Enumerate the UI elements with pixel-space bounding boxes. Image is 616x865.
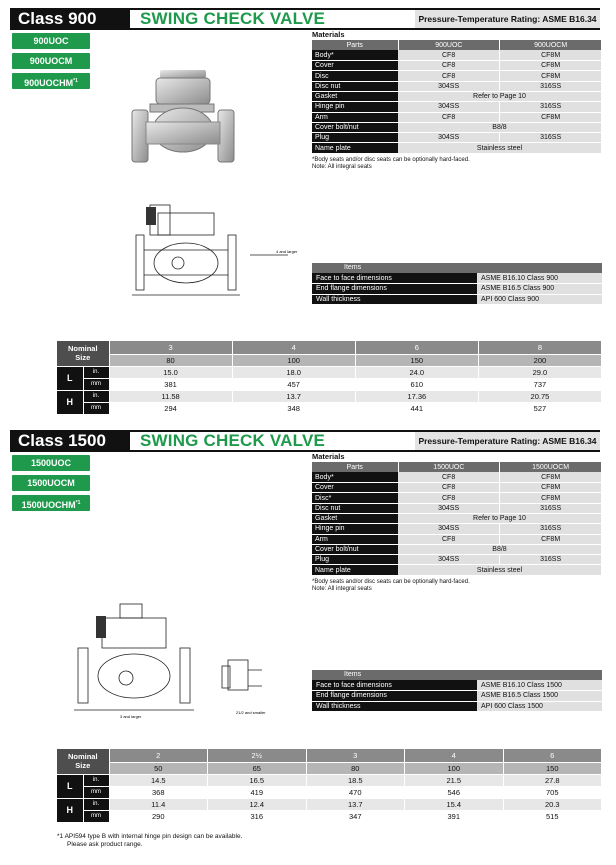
valve-photo-900 [128, 60, 238, 170]
material-row: Hinge pin 304SS 316SS [312, 102, 602, 112]
material-row: Arm CF8 CF8M [312, 112, 602, 122]
materials-note-1500: *Body seats and/or disc seats can be optionally hard-faced. Note: All integral seats [312, 578, 470, 593]
class1500-models [12, 455, 90, 515]
valve-drawing-1500 [70, 600, 290, 720]
col-parts: Parts [312, 40, 398, 50]
material-row: Hinge pin 304SS 316SS [312, 524, 602, 534]
material-row: Cover CF8 CF8M [312, 61, 602, 71]
items-table-900: Face to face dimensions ASME B16.10 Class 900 End flange dimensions ASME B16.5 Class 900 Wall thickness API 600 Class 900 [312, 273, 602, 305]
materials-table-1500 [312, 462, 602, 576]
material-row: Name plate Stainless steel [312, 143, 602, 153]
footnote: *1 API594 type B with internal hinge pin design can be available. Please ask product range. [57, 833, 243, 848]
items-table-1500: Face to face dimensions ASME B16.10 Class 1500 End flange dimensions ASME B16.5 Class 1500 Wall thickness API 600 Class 1500 [312, 680, 602, 712]
class900-header [10, 8, 600, 30]
material-row: Gasket Refer to Page 10 [312, 91, 602, 101]
material-row: Body* CF8 CF8M [312, 50, 602, 60]
class900-models [12, 33, 90, 93]
col-parts-1500: Parts [312, 462, 398, 472]
class1500-header [10, 430, 600, 452]
class1500-items [312, 670, 602, 712]
class900-items [312, 263, 602, 305]
material-row: Plug 304SS 316SS [312, 133, 602, 143]
material-row: Cover CF8 CF8M [312, 483, 602, 493]
material-row: Gasket Refer to Page 10 [312, 513, 602, 523]
col-1500uocm: 1500UOCM [500, 462, 602, 472]
model-900uocm[interactable]: 900UOCM [12, 53, 90, 69]
class1500-label: Class 1500 [10, 432, 130, 450]
items-header-1500: Items [312, 670, 602, 680]
model-1500uocm[interactable]: 1500UOCM [12, 475, 90, 491]
class900-materials [312, 30, 602, 172]
class1500-title: SWING CHECK VALVE [140, 431, 326, 450]
materials-note-900: *Body seats and/or disc seats can be optionally hard-faced. Note: All integral seats [312, 156, 470, 171]
items-header: Items [312, 263, 602, 273]
drawing-label-1500-small: 21/2 and smaller [236, 710, 266, 715]
material-row: Name plate Stainless steel [312, 565, 602, 575]
material-row: Plug 304SS 316SS [312, 555, 602, 565]
class900-rating: Pressure-Temperature Rating: ASME B16.34 [415, 10, 600, 28]
col-900uocm: 900UOCM [500, 40, 602, 50]
drawing-label-1500-large: 3 and larger [120, 714, 142, 719]
material-row: Cover bolt/nut B8/8 [312, 544, 602, 554]
class1500-materials [312, 452, 602, 594]
model-1500uochm[interactable]: 1500UOCHM$^{*1}$ [12, 495, 90, 511]
dimension-table-900: Nominal Size 3 4 6 8 80 100 150 200 L in. 15.0 18.0 24.0 29.0 mm 381 457 610 737 H in. 11.58 13.7 17.36 20.75 mm 294 348 441 527 [57, 341, 602, 415]
class1500-rating: Pressure-Temperature Rating: ASME B16.34 [415, 432, 600, 450]
material-row: Disc nut 304SS 316SS [312, 81, 602, 91]
drawing-label-900: 4 and larger [276, 249, 298, 254]
dimension-table-1500: Nominal Size 2 2½ 3 4 6 50 65 80 100 150 L in. 14.5 16.5 18.5 21.5 27.8 mm 368 419 470 546 705 H in. 11.4 12.4 13.7 15.4 20.3 mm 290 316 347 391 515 [57, 749, 602, 823]
class900-title: SWING CHECK VALVE [140, 9, 326, 28]
material-row: Disc* CF8 CF8M [312, 493, 602, 503]
model-900uoc[interactable]: 900UOC [12, 33, 90, 49]
valve-drawing-900 [128, 195, 308, 305]
class900-label: Class 900 [10, 10, 130, 28]
col-1500uoc: 1500UOC [398, 462, 500, 472]
material-row: Disc CF8 CF8M [312, 71, 602, 81]
model-900uochm[interactable]: 900UOCHM$^{*1}$ [12, 73, 90, 89]
materials-caption-1500: Materials [312, 452, 345, 461]
material-row: Cover bolt/nut B8/8 [312, 122, 602, 132]
materials-caption: Materials [312, 30, 345, 39]
material-row: Body* CF8 CF8M [312, 472, 602, 482]
material-row: Arm CF8 CF8M [312, 534, 602, 544]
material-row: Disc nut 304SS 316SS [312, 503, 602, 513]
materials-table-900 [312, 40, 602, 154]
col-900uoc: 900UOC [398, 40, 500, 50]
model-1500uoc[interactable]: 1500UOC [12, 455, 90, 471]
